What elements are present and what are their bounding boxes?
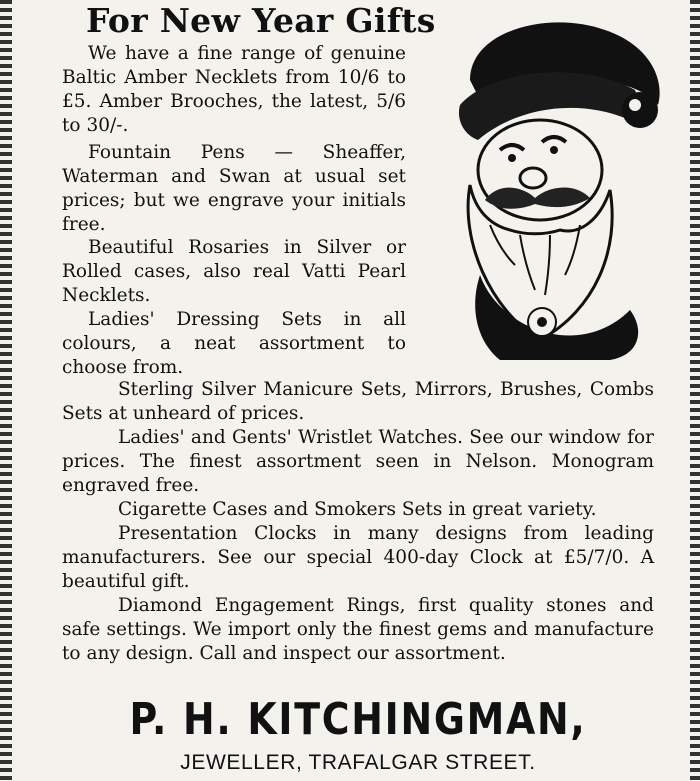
- paragraph-pens: Fountain Pens — Sheaffer, Waterman and Swan at usual set prices; but we engrave your initials free.: [62, 142, 406, 235]
- advertisement: [58, 0, 654, 781]
- business-name: P. H. KITCHINGMAN,: [129, 694, 587, 745]
- paragraph-clocks: Presentation Clocks in many designs from leading manufacturers. See our special 400-day Clock at £5/7/0. A beautiful gift.: [62, 523, 654, 592]
- paragraph-rings: Diamond Engagement Rings, first quality stones and safe settings. We import only the finest gems and manufacture to any design. Call and inspect our assortment.: [62, 595, 654, 664]
- business-address: JEWELLER, TRAFALGAR STREET.: [180, 751, 536, 774]
- paragraph-rosaries: Beautiful Rosaries in Silver or Rolled cases, also real Vatti Pearl Necklets.: [62, 237, 406, 306]
- paragraph-watches: Ladies' and Gents' Wristlet Watches. See our window for prices. The finest assortment seen in Nelson. Monogram engraved free.: [62, 427, 654, 496]
- decorative-border-left: [0, 0, 12, 781]
- paragraph-dressing: Ladies' Dressing Sets in all colours, a neat assortment to choose from.: [62, 309, 406, 378]
- paragraph-manicure: Sterling Silver Manicure Sets, Mirrors, Brushes, Combs Sets at unheard of prices.: [62, 379, 654, 424]
- ad-heading: For New Year Gifts: [86, 1, 436, 40]
- paragraph-amber: We have a fine range of genuine Baltic Amber Necklets from 10/6 to £5. Amber Brooches, the latest, 5/6 to 30/-.: [62, 43, 406, 136]
- santa-claus-illustration: [430, 10, 670, 360]
- paragraph-cigarette: Cigarette Cases and Smokers Sets in great variety.: [118, 499, 597, 520]
- decorative-border-right: [690, 0, 700, 781]
